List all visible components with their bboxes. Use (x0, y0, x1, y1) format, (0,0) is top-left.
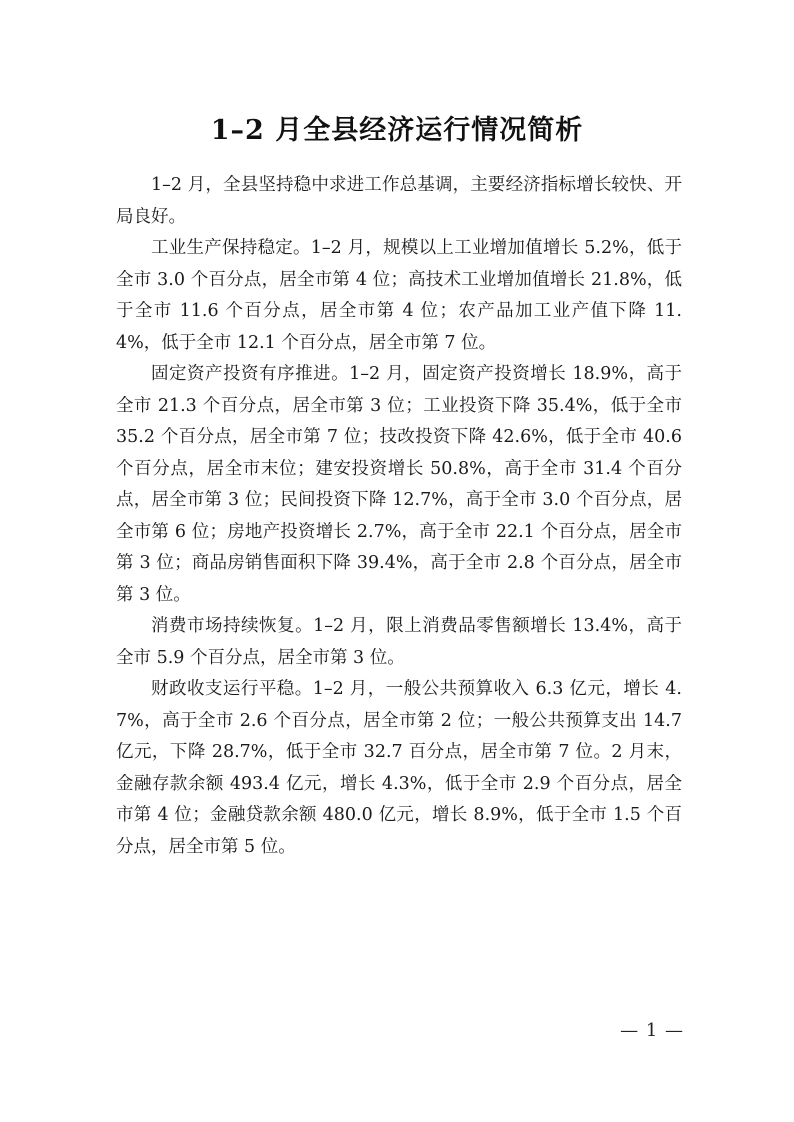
paragraph-investment: 固定资产投资有序推进。1–2 月，固定资产投资增长 18.9%，高于全市 21.3 个百分点，居全市第 3 位；工业投资下降 35.4%，低于全市 35.2 个百分点，居全市第 7 位；技改投资下降 42.6%，低于全市 40.6 个百分点，居全市末位；建安投资增长 50.8%，高于全市 31.4 个百分点，居全市第 3 位；民间投资下降 12.7%，高于全市 3.0 个百分点，居全市第 6 位；房地产投资增长 2.7%，高于全市 22.1 个百分点，居全市第 3 位；商品房销售面积下降 39.4%，高于全市 2.8 个百分点，居全市第 3 位。 (116, 364, 682, 605)
document-title: 1–2 月全县经济运行情况简析 (210, 115, 584, 146)
paragraph-industry: 工业生产保持稳定。1–2 月，规模以上工业增加值增长 5.2%，低于全市 3.0 个百分点，居全市第 4 位；高技术工业增加值增长 21.8%，低于全市 11.6 个百分点，居全市第 4 位；农产品加工业产值下降 11.4%，低于全市 12.1 个百分点，居全市第 7 位。 (116, 238, 682, 353)
page-number: — 1 — (620, 1020, 684, 1041)
paragraph-intro: 1–2 月，全县坚持稳中求进工作总基调，主要经济指标增长较快、开局良好。 (116, 175, 682, 227)
paragraph-consumption: 消费市场持续恢复。1–2 月，限上消费品零售额增长 13.4%，高于全市 5.9 个百分点，居全市第 3 位。 (116, 616, 682, 668)
document-body (116, 170, 682, 863)
paragraph-finance: 财政收支运行平稳。1–2 月，一般公共预算收入 6.3 亿元，增长 4.7%，高于全市 2.6 个百分点，居全市第 2 位；一般公共预算支出 14.7 亿元，下降 28.7%，低于全市 32.7 百分点，居全市第 7 位。2 月末，金融存款余额 493.4 亿元，增长 4.3%，低于全市 2.9 个百分点，居全市第 4 位；金融贷款余额 480.0 亿元，增长 8.9%，低于全市 1.5 个百分点，居全市第 5 位。 (116, 679, 682, 857)
